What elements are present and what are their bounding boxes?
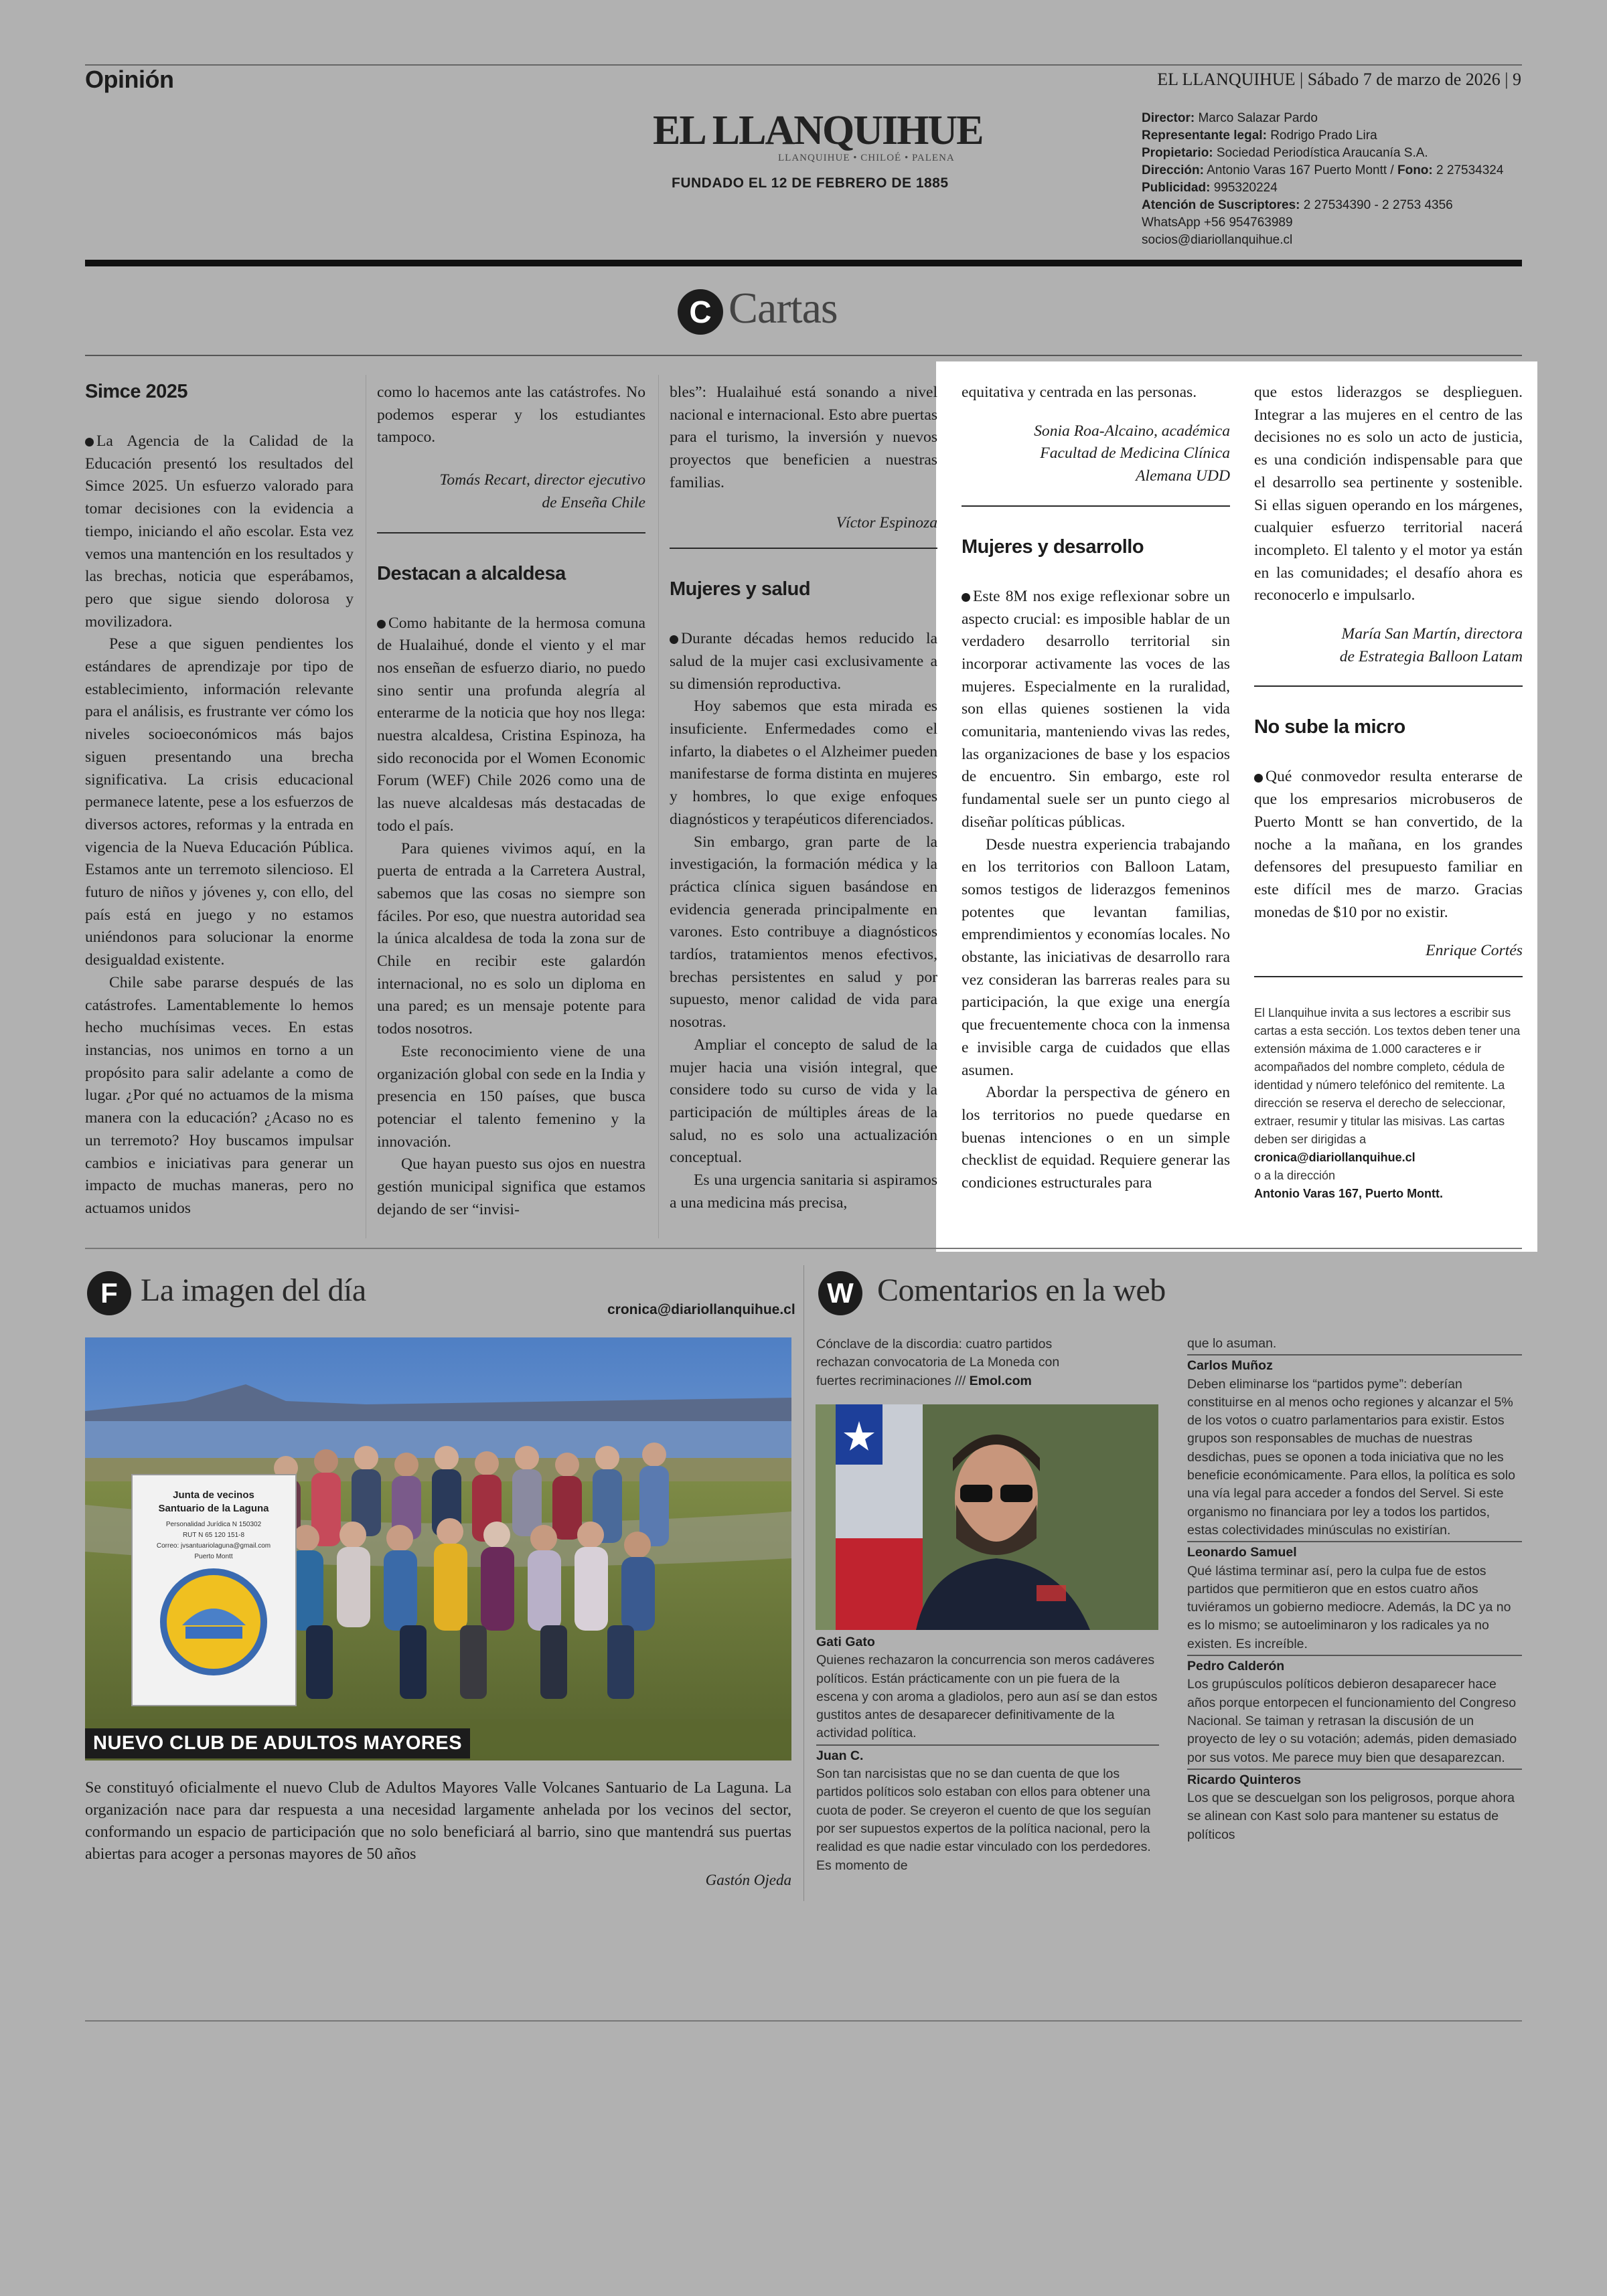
staff-line: WhatsApp +56 954763989 <box>1142 216 1293 230</box>
letter-column-5 <box>1254 361 1523 1203</box>
source-link[interactable]: Emol.com <box>969 1373 1032 1388</box>
separator <box>816 1744 1159 1746</box>
comment-text: Los que se descuelgan son los peligrosos, porque ahora se alinean con Kast solo para mantener su estatus de políticos <box>1187 1791 1515 1842</box>
comment-author: Carlos Muñoz <box>1187 1358 1273 1374</box>
signature: Víctor Espinoza <box>836 513 937 531</box>
cartas-rule <box>85 355 1522 356</box>
letter-heading: Destacan a alcaldesa <box>377 562 566 584</box>
club-photo-graphic <box>85 1337 791 1760</box>
letter-paragraph: Pese a que siguen pendientes los estándares de aprendizaje por tipo de establecimiento, información relevante para el análisis, es frustrante ver cómo los niveles socioeconómicos más bajos siguen presentando una brecha significativa. La crisis educacional permanece latente, pese a los esfuerzos de diversos actores, reformas y la entrada en vigencia de la Nueva Educación Pública. Estamos ante un terremoto silencioso. El futuro de niños y jóvenes y, con ello, del país está en juego y no estamos uniéndonos para solucionar la enorme desigualdad existente. <box>85 635 354 969</box>
separator <box>1187 1354 1522 1356</box>
letter-paragraph: que estos liderazgos se desplieguen. Integrar a las mujeres en el centro de las decisiones no es solo un acto de justicia, es una condición indispensable para que el desarrollo sea pertinente y sostenible. Si ellas siguen operando en los márgenes, cualquier esfuerzo territorial nacerá incompleto. El talento y el motor ya están en las comunidades; el desafío ahora es reconocerlo e impulsarlo. <box>1254 384 1523 604</box>
signature: Facultad de Medicina Clínica <box>1040 444 1230 463</box>
letter-column-4 <box>962 361 1230 1195</box>
svg-text:Puerto Montt: Puerto Montt <box>194 1553 233 1560</box>
comment-item <box>1187 1357 1522 1540</box>
comment-item <box>1187 1657 1522 1767</box>
separator <box>1187 1655 1522 1656</box>
staff-line: Dirección: Antonio Varas 167 Puerto Montt / Fono: 2 27534324 <box>1142 163 1504 177</box>
comment-item <box>816 1633 1159 1743</box>
signature: Alemana UDD <box>1136 467 1230 485</box>
news-photo-graphic <box>816 1404 1158 1630</box>
letter-column-3 <box>670 361 937 1215</box>
staff-line: Propietario: Sociedad Periodística Araucanía S.A. <box>1142 146 1428 160</box>
letter-paragraph: Este 8M nos exige reflexionar sobre un aspecto crucial: es imposible hablar de un verdadero desarrollo territorial sin incorporar activamente las voces de las mujeres. Especialmente en la ruralidad, son ellas quienes sostienen la vida comunitaria, manteniendo vivas las redes, las organizaciones de base y los espacios de encuentro. Sin embargo, este rol fundamental suele ser un punto ciego al diseñar políticas públicas. <box>962 587 1230 831</box>
imagen-icon: F <box>87 1271 131 1315</box>
signature: Enrique Cortés <box>1426 942 1523 960</box>
staff-line: socios@diariollanquihue.cl <box>1142 233 1293 247</box>
comentarios-title: Comentarios en la web <box>877 1273 1166 1308</box>
svg-text:Santuario de la Laguna: Santuario de la Laguna <box>158 1503 269 1514</box>
comment-item <box>1187 1771 1522 1844</box>
separator <box>1187 1769 1522 1770</box>
col-divider <box>658 375 659 1238</box>
submission-notice: El Llanquihue invita a sus lectores a escribir sus cartas a esta sección. Los textos deben tener una extensión máxima de 1.000 caracteres e ir acompañados del nombre completo, cédula de identidad y número telefónico del remitente. La dirección se reserva el derecho de seleccionar, extraer, resumir y titular las misivas. Las cartas deben ser dirigidas a cronica@diariollanquihue.cl o a la dirección Antonio Varas 167, Puerto Montt. <box>1254 1006 1521 1201</box>
comment-continued: que lo asuman. <box>1187 1336 1277 1351</box>
comment-author: Ricardo Quinteros <box>1187 1772 1302 1787</box>
comentarios-icon: W <box>818 1271 862 1315</box>
comment-author: Gati Gato <box>816 1635 875 1649</box>
letter-heading: Mujeres y salud <box>670 578 811 600</box>
section-label: Opinión <box>85 66 174 93</box>
staff-line: Representante legal: Rodrigo Prado Lira <box>1142 129 1377 143</box>
cartas-icon: C <box>678 289 723 335</box>
letter-paragraph: Durante décadas hemos reducido la salud de la mujer casi exclusivamente a su dimensión reproductiva. <box>670 630 937 693</box>
separator <box>1187 1541 1522 1542</box>
comment-list-right <box>1187 1335 1522 1844</box>
letter-paragraph: Sin embargo, gran parte de la investigación, la formación médica y la práctica clínica siguen basándose en evidencia generada principalmente en varones. Esto contribuye a diagnósticos tardíos, tratamientos menos efectivos, brechas persistentes en salud y por supuesto, menor calidad de vida para nosotras. <box>670 833 937 1032</box>
bullet-icon <box>1254 774 1263 783</box>
svg-text:Correo: jvsantuariolaguna@gmai: Correo: jvsantuariolaguna@gmail.com <box>156 1542 271 1550</box>
signature: María San Martín, directora <box>1341 625 1523 643</box>
comment-text: Qué lástima terminar así, pero la culpa fue de estos partidos que permitieron que en estos cuatro años tuviéramos un gobierno mediocre. Además, la DC ya no es lo mismo; se autoeliminaron y los radicales ya no existen. Es increíble. <box>1187 1563 1511 1651</box>
web-headline: Cónclave de la discordia: cuatro partidos rechazan convocatoria de La Moneda con fuertes recriminaciones /// Emol.com <box>816 1337 1060 1388</box>
letter-paragraph: equitativa y centrada en las personas. <box>962 384 1197 401</box>
junta-sign <box>132 1475 296 1706</box>
letter-column-1 <box>85 361 354 1220</box>
club-photo <box>85 1337 791 1760</box>
imagen-email[interactable]: cronica@diariollanquihue.cl <box>607 1302 795 1317</box>
svg-text:RUT N 65 120 151-8: RUT N 65 120 151-8 <box>182 1532 245 1539</box>
letter-paragraph: Abordar la perspectiva de género en los territorios no puede quedarse en buenas intenciones o en un simple checklist de equidad. Requiere generar las condiciones estructurales para <box>962 1084 1230 1192</box>
separator <box>1254 685 1523 687</box>
signature: de Estrategia Balloon Latam <box>1339 647 1523 665</box>
comment-text: Deben eliminarse los “partidos pyme”: deberían constituirse en al menos ocho regiones y alcanzar el 5% de los votos o cuatro parlamentarios para existir. Estos grupos son responsables de muchas de nuestras desdichas, pues se oponen a toda iniciativa que no les beneficie económicamente. Para ellos, la política es solo una vía legal para acceder a fondos del Servel. Si este organismo no financiara por ley a todos los partidos, estas colectividades minúsculas no existirían. <box>1187 1376 1515 1538</box>
staff-line: Atención de Suscriptores: 2 27534390 - 2 2753 4356 <box>1142 198 1453 212</box>
founded-line: FUNDADO EL 12 DE FEBRERO DE 1885 <box>672 175 949 191</box>
letter-paragraph: La Agencia de la Calidad de la Educación presentó los resultados del Simce 2025. Un esfuerzo valorado para tomar decisiones con la evidencia a tiempo, iniciando el año escolar. Esta vez vemos una mantención en los resultados y las brechas, noticia que esperábamos, pero que sigue siendo dolorosa y movilizadora. <box>85 432 354 631</box>
letter-paragraph: como lo hacemos ante las catástrofes. No podemos esperar y los estudiantes tampoco. <box>377 384 645 446</box>
masthead-subtitle: LLANQUIHUE • CHILOÉ • PALENA <box>778 153 955 163</box>
comment-author: Leonardo Samuel <box>1187 1545 1297 1560</box>
notice-address: Antonio Varas 167, Puerto Montt. <box>1254 1187 1444 1201</box>
bullet-icon <box>962 593 970 602</box>
issue-line: EL LLANQUIHUE | Sábado 7 de marzo de 2026 | 9 <box>1157 70 1521 89</box>
comment-list-left <box>816 1633 1159 1875</box>
letter-column-2 <box>377 361 645 1222</box>
letter-heading: Simce 2025 <box>85 381 188 402</box>
signature: Tomás Recart, director ejecutivo <box>439 471 645 489</box>
letter-paragraph: Es una urgencia sanitaria si aspiramos a una medicina más precisa, <box>670 1171 937 1212</box>
news-photo <box>816 1404 1158 1630</box>
letter-paragraph: Ampliar el concepto de salud de la mujer hacia una visión integral, que considere todo su curso de vida y la participación de múltiples áreas de la salud, no es solo una actualización conceptual. <box>670 1036 937 1167</box>
svg-text:Personalidad Jurídica N 150302: Personalidad Jurídica N 150302 <box>165 1521 262 1528</box>
letter-paragraph: Desde nuestra experiencia trabajando en los territorios con Balloon Latam, somos testigos de liderazgos femeninos potentes que levantan familias, emprendimientos y economías locales. No obstante, las iniciativas de desarrollo rara vez consideran las barreras reales para su participación, la que exige una energía que frecuentemente choca con la inmensa e invisible carga de cuidados que ellas asumen. <box>962 835 1230 1079</box>
comment-text: Quienes rechazaron la concurrencia son meros cadáveres políticos. Están prácticamente con un pie fuera de la escena y con aroma a gladiolos, pero aun así se dan estos gustitos antes de desaparecer definitivamente de la actividad política. <box>816 1653 1158 1741</box>
letter-heading: Mujeres y desarrollo <box>962 536 1144 558</box>
signature: de Enseña Chile <box>542 493 645 511</box>
letter-paragraph: Como habitante de la hermosa comuna de Hualaihué, donde el viento y el mar nos enseñan de esfuerzo diario, no puedo sino sentir una profunda alegría al enterarme de la noticia que hoy nos llega: nuestra alcaldesa, Cristina Espinoza, ha sido reconocida por el Women Economic Forum (WEF) Chile 2026 como una de las nueve alcaldesas más destacadas de todo el país. <box>377 614 645 835</box>
masthead-title: EL LLANQUIHUE <box>653 108 983 153</box>
letter-paragraph: Qué conmovedor resulta enterarse de que los empresarios microbuseros de Puerto Montt se han convertido, de la noche a la mañana, en los grandes defensores del presupuesto familiar en este difícil mes de marzo. Gracias monedas de $10 por no existir. <box>1254 768 1523 921</box>
separator <box>377 532 645 534</box>
staff-box <box>1142 110 1503 249</box>
bullet-icon <box>377 620 386 629</box>
header-thick-rule <box>85 260 1522 266</box>
notice-email[interactable]: cronica@diariollanquihue.cl <box>1254 1151 1415 1165</box>
comment-author: Juan C. <box>816 1748 864 1763</box>
comment-author: Pedro Calderón <box>1187 1659 1285 1674</box>
cartas-title: Cartas <box>729 284 838 333</box>
photo-credit: Gastón Ojeda <box>705 1872 791 1888</box>
photo-caption-bar: NUEVO CLUB DE ADULTOS MAYORES <box>85 1728 470 1758</box>
bullet-icon <box>85 438 94 446</box>
photo-description: Se constituyó oficialmente el nuevo Club de Adultos Mayores Valle Volcanes Santuario de La Laguna. La organización nace para dar respuesta a una necesidad largamente anhelada por los vecinos del sector, conformando un espacio de participación que no solo beneficiará al barrio, sino que mantendrá sus puertas abiertas para acoger a personas mayores de 50 años <box>85 1779 791 1863</box>
comment-text: Los grupúsculos políticos debieron desaparecer hace años porque entorpecen el funcionamiento del Congreso Nacional. Se taiman y retrasan la discusión de un proyecto de ley o su votación; además, piden demasiado por sus votos. Me parece muy bien que desaparezcan. <box>1187 1677 1517 1765</box>
bullet-icon <box>670 635 678 644</box>
comment-text: Son tan narcisistas que no se dan cuenta de que los partidos políticos solo estaban con ellos para obtener una cuota de poder. Se creyeron el cuento de que los seguían por ser supuestos expertos de la política nacional, pero la realidad es que nadie estar vinculado con los perdedores. Es momento de <box>816 1767 1151 1873</box>
letter-paragraph: Para quienes vivimos aquí, en la puerta de entrada a la Carretera Austral, sabemos que las cosas no siempre son fáciles. Por eso, que nuestra autoridad sea la única alcaldesa de toda la zona sur de Chile en recibir este galardón internacional, no es solo un diploma en una pared; es un mensaje potente para todos nosotros. <box>377 839 645 1038</box>
letter-heading: No sube la micro <box>1254 716 1405 738</box>
letter-paragraph: bles”: Hualaihué está sonando a nivel nacional e internacional. Esto abre puertas para el turismo, la inversión y nuevos proyectos que beneficien a nuestras familias. <box>670 384 937 491</box>
svg-text:Junta de vecinos: Junta de vecinos <box>173 1489 254 1501</box>
letter-paragraph: Hoy sabemos que esta mirada es insuficiente. Enfermedades como el infarto, la diabetes o el Alzheimer pueden manifestarse de forma distinta en mujeres y hombres, lo que exige enfoques diagnósticos y terapéuticos diferenciados. <box>670 698 937 828</box>
separator <box>962 505 1230 507</box>
letter-paragraph: Este reconocimiento viene de una organización global con sede en la India y presencia en 150 países, que busca potenciar el talento femenino y la innovación. <box>377 1042 645 1151</box>
letter-paragraph: Chile sabe pararse después de las catástrofes. Lamentablemente lo hemos hecho muchísimas veces. En estas instancias, nos unimos en torno a un propósito para salir adelante a como de lugar. ¿Por qué no actuamos de la misma manera con la educación? ¿Acaso no es un terremoto? Hoy buscamos impulsar cambios e iniciativas para generar un impacto de muchas maneras, pero no actuamos unidos <box>85 973 354 1217</box>
bottom-rule <box>85 2020 1522 2022</box>
comment-item <box>1187 1544 1522 1653</box>
section-rule <box>85 1248 1522 1249</box>
comment-item <box>816 1747 1159 1875</box>
separator <box>670 548 937 549</box>
top-rule <box>85 64 1522 66</box>
imagen-title: La imagen del día <box>141 1273 366 1308</box>
letter-paragraph: Que hayan puesto sus ojos en nuestra gestión municipal significa que estamos dejando de ser “invisi- <box>377 1155 645 1218</box>
staff-line: Director: Marco Salazar Pardo <box>1142 111 1318 125</box>
signature: Sonia Roa-Alcaino, académica <box>1034 422 1230 440</box>
staff-line: Publicidad: 995320224 <box>1142 181 1278 195</box>
separator <box>1254 976 1523 977</box>
